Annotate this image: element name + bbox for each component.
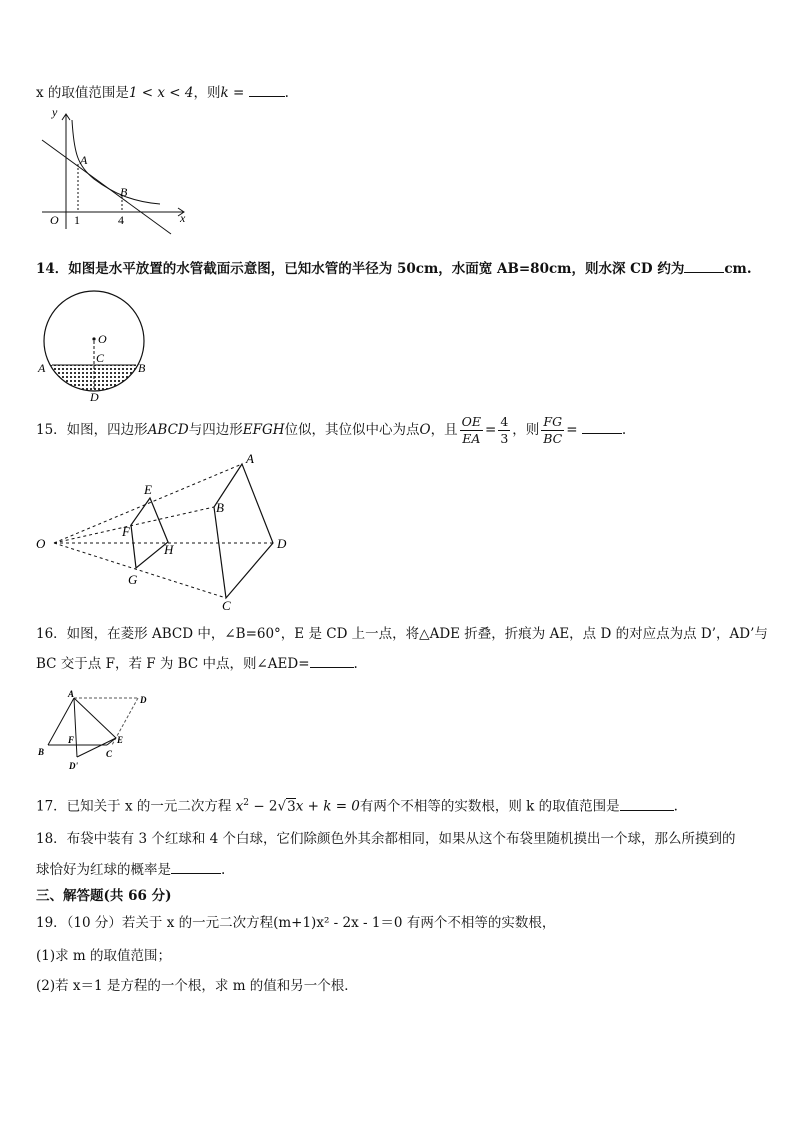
q16-point-c: C <box>106 749 113 759</box>
q17-text: 17．已知关于 x 的一元二次方程 $x^2 - 2√3x + k = 0$有两个不相等的实数根，则 k 的取值范围是 . <box>36 793 678 817</box>
q15-point-c: C <box>222 598 231 613</box>
q15-eq: = <box>485 422 497 438</box>
q17-end: . <box>673 798 678 815</box>
q18-line1 <box>36 829 736 849</box>
q17-answer-blank[interactable] <box>620 796 674 811</box>
q15-text <box>36 410 626 450</box>
q17-p1: 17．已知关于 x 的一元二次方程 <box>36 798 232 815</box>
q16-point-e: E <box>117 735 124 745</box>
q15-frac1-den: EA <box>462 431 481 446</box>
q15-frac3-num: FG <box>541 414 564 431</box>
q19-text1: 19．（10 分）若关于 x 的一元二次方程(m+1)x² - 2x - 1＝0 有两个不相等的实数根， <box>36 915 556 931</box>
q15-frac1-num: OE <box>461 414 481 429</box>
q15-point-e: E <box>144 482 152 497</box>
q15-eq2: = <box>566 422 578 438</box>
q16-end: . <box>353 656 358 672</box>
q15-p2: 与四边形 <box>188 422 243 438</box>
section-heading <box>36 886 171 906</box>
q13-end: . <box>284 85 289 101</box>
q18-line2 <box>36 859 225 880</box>
q13-var: k <box>220 85 229 101</box>
q17-minus: − 2 <box>249 798 278 815</box>
q17-x: x <box>235 798 244 815</box>
q19-line3 <box>36 976 358 996</box>
q18-answer-blank[interactable] <box>171 859 221 874</box>
q15-frac2-num: 4 <box>500 414 509 429</box>
q16-figure <box>36 690 156 772</box>
q19-text3: (2)若 x＝1 是方程的一个根，求 m 的值和另一个根． <box>36 978 358 994</box>
q16-point-f: F <box>68 735 75 745</box>
q13-text <box>36 82 289 103</box>
q18-end: . <box>221 862 226 878</box>
q16-point-a: A <box>68 689 75 699</box>
q16-point-d: D <box>140 695 147 705</box>
q16-line2 <box>36 653 358 674</box>
q14-center-o: O <box>98 332 107 346</box>
q15-frac3-den: BC <box>543 431 563 446</box>
q16-point-d-prime: D' <box>69 761 78 771</box>
q13-figure <box>34 104 194 234</box>
q15-p1: 15．如图，四边形 <box>36 422 148 438</box>
q14-answer-blank[interactable] <box>684 258 724 273</box>
q18-text1: 18．布袋中装有 3 个红球和 4 个白球，它们除颜色外其余都相同，如果从这个布袋里随机摸出一个球，那么所摸到的 <box>36 831 736 847</box>
q15-point-h: H <box>164 542 174 557</box>
q13-tick-1: 1 <box>74 213 80 227</box>
q13-answer-blank[interactable] <box>249 82 285 97</box>
q14-figure <box>34 288 164 406</box>
q16-line1 <box>36 624 768 644</box>
q13-eq: = <box>228 85 249 101</box>
q16-text2: BC 交于点 F，若 F 为 BC 中点，则∠AED= <box>36 656 310 672</box>
q15-efgh: EFGH <box>242 422 285 438</box>
q14-point-b: B <box>138 361 146 375</box>
q14-text <box>36 258 752 279</box>
q14-point-c: C <box>96 351 105 365</box>
q15-figure <box>30 450 300 615</box>
q16-answer-blank[interactable] <box>310 653 354 668</box>
q14-end: cm. <box>724 261 752 277</box>
q19-line2 <box>36 946 171 966</box>
q13-prefix: x 的取值范围是 <box>36 85 129 101</box>
q15-center-o: O <box>36 536 46 551</box>
q19-text2: (1)求 m 的取值范围； <box>36 948 172 964</box>
q14-point-d: D <box>90 390 99 404</box>
q15-end: . <box>621 422 627 438</box>
q13-point-a-label: A <box>80 153 88 167</box>
q15-frac2-den: 3 <box>500 431 509 446</box>
q13-origin-label: O <box>50 213 59 227</box>
q15-point-f: F <box>122 524 130 539</box>
q17-mid: x + k = 0 <box>295 798 360 815</box>
q13-x-label: x <box>180 211 186 225</box>
q15-answer-blank[interactable] <box>582 419 622 434</box>
q16-text1: 16．如图，在菱形 ABCD 中，∠B=60°，E 是 CD 上一点，将△ADE 折叠，折痕为 AE，点 D 的对应点为点 D’，AD’与 <box>36 626 768 642</box>
q15-point-b: B <box>216 500 224 515</box>
q15-p5: ，则 <box>512 422 540 438</box>
q15-point-a: A <box>246 451 254 466</box>
q15-fraction-fg-bc <box>541 414 564 447</box>
q15-point-d: D <box>277 536 287 551</box>
q15-point-g: G <box>128 572 138 587</box>
q13-tick-4: 4 <box>118 213 124 227</box>
q15-o: O <box>419 422 431 438</box>
q15-fraction-oe-ea <box>460 414 483 447</box>
q18-text2: 球恰好为红球的概率是 <box>36 862 171 878</box>
q14-point-a: A <box>38 361 46 375</box>
q15-p3: 位似，其位似中心为点 <box>284 422 420 438</box>
q15-abcd: ABCD <box>147 422 189 438</box>
q13-point-b-label: B <box>120 185 128 199</box>
q13-mid: ，则 <box>193 85 221 101</box>
q13-y-label: y <box>52 105 58 119</box>
q15-fraction-4-3 <box>498 414 510 447</box>
q16-point-b: B <box>38 747 45 757</box>
q13-range: 1 < x < 4 <box>128 85 194 101</box>
q17-exponent: 2 <box>243 798 250 808</box>
q14-body: 14．如图是水平放置的水管截面示意图，已知水管的半径为 50cm，水面宽 AB=80cm，则水深 CD 约为 <box>36 261 685 277</box>
q15-p4: ，且 <box>430 422 458 438</box>
section-title: 三、解答题(共 66 分) <box>36 888 172 904</box>
q19-line1 <box>36 913 555 933</box>
q17-sqrt: 3 <box>287 798 296 815</box>
q17-p2: 有两个不相等的实数根，则 k 的取值范围是 <box>359 798 620 815</box>
